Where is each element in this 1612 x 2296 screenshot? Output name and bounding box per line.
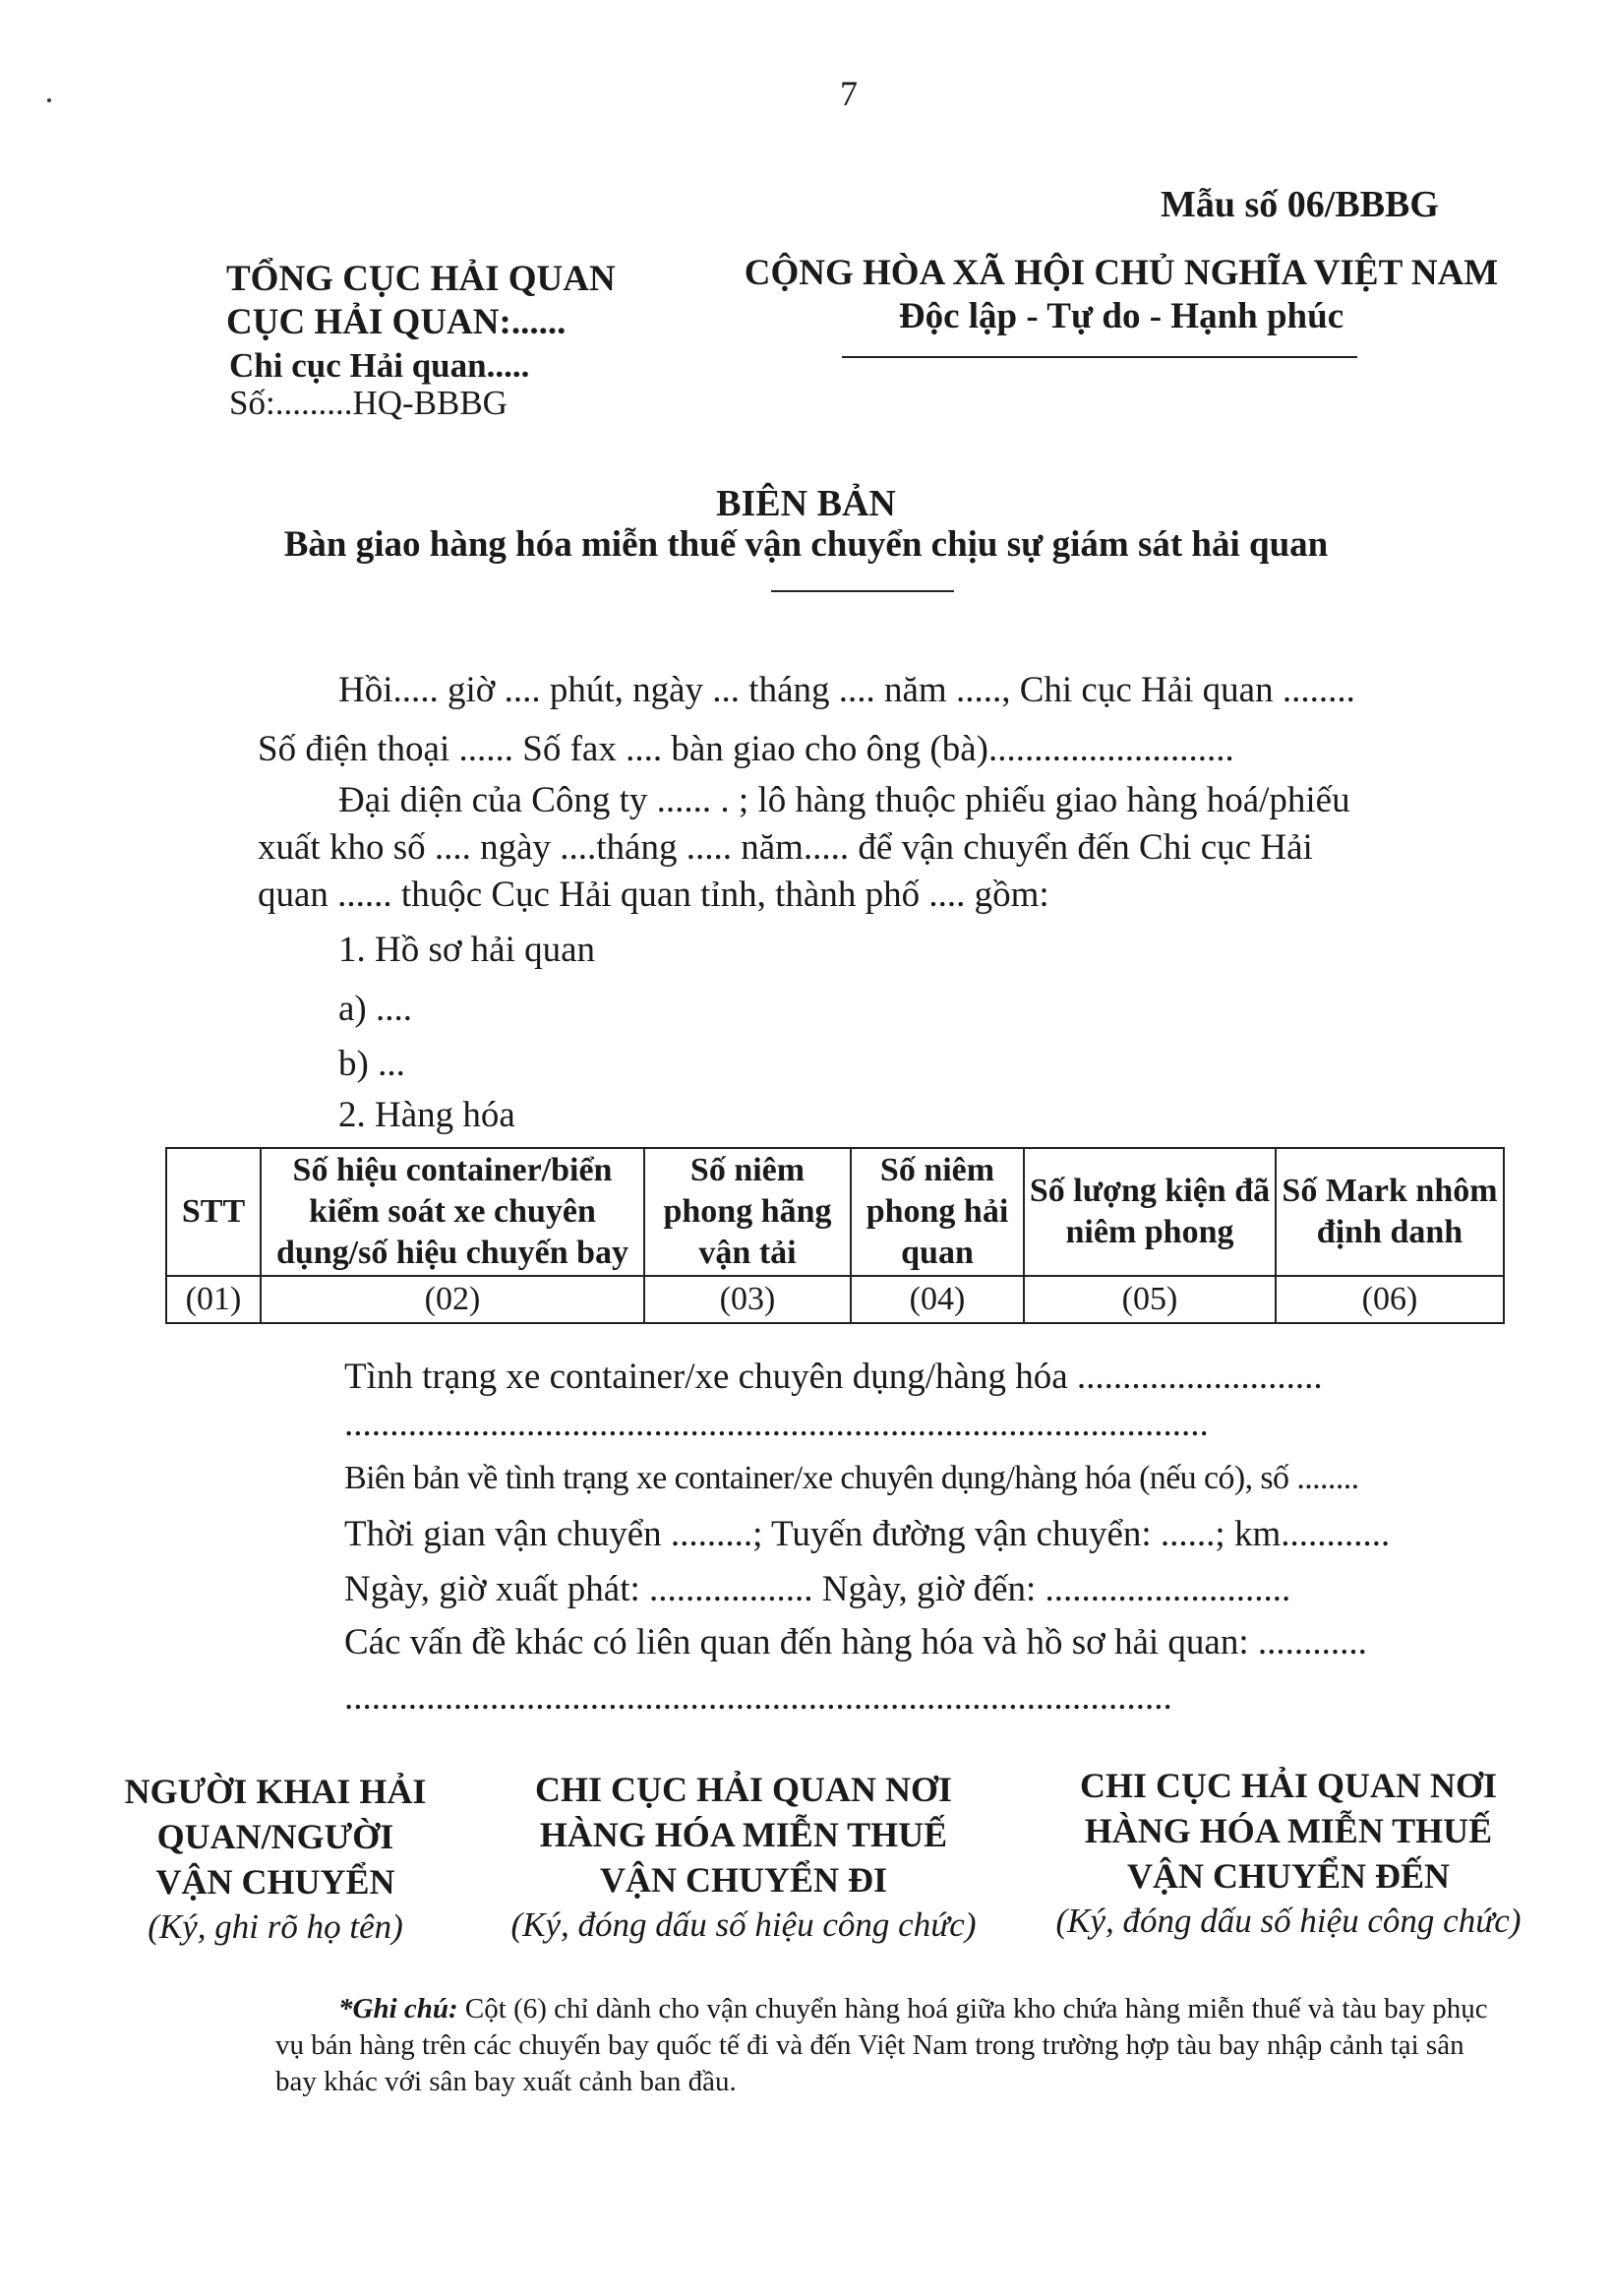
signature-instruction: (Ký, ghi rõ họ tên) <box>148 1907 403 1946</box>
signature-title: HÀNG HÓA MIỄN THUẾ <box>539 1815 948 1854</box>
header-mark-number: Số Mark nhôm định danh <box>1276 1148 1504 1276</box>
transport-time-line: Thời gian vận chuyển .........; Tuyến đường vận chuyển: ......; km............ <box>344 1514 1391 1554</box>
column-number: (01) <box>166 1276 261 1323</box>
signature-arrival-office <box>1043 1763 1534 1944</box>
condition-dots: ............................................................................................... <box>344 1404 1209 1444</box>
column-number: (06) <box>1276 1276 1504 1323</box>
column-number: (03) <box>644 1276 851 1323</box>
body-line-3: Đại diện của Công ty ...... . ; lô hàng thuộc phiếu giao hàng hoá/phiếu <box>338 780 1350 820</box>
header-stt: STT <box>166 1148 261 1276</box>
header-sealed-packages: Số lượng kiện đã niêm phong <box>1024 1148 1276 1276</box>
national-title: CỘNG HÒA XÃ HỘI CHỦ NGHĨA VIỆT NAM <box>744 253 1499 293</box>
page-number: 7 <box>840 74 858 113</box>
body-line-5: quan ...... thuộc Cục Hải quan tỉnh, thành phố .... gồm: <box>258 875 1049 915</box>
condition-line: Tình trạng xe container/xe chuyên dụng/hàng hóa ........................... <box>344 1357 1323 1397</box>
item-customs-docs: 1. Hồ sơ hải quan <box>338 930 596 970</box>
header-carrier-seal: Số niêm phong hãng vận tải <box>644 1148 851 1276</box>
item-goods: 2. Hàng hóa <box>338 1095 515 1135</box>
title-underline <box>771 590 954 592</box>
body-line-1: Hồi..... giờ .... phút, ngày ... tháng .... năm ....., Chi cục Hải quan ........ <box>338 670 1355 710</box>
other-issues-line: Các vấn đề khác có liên quan đến hàng hóa và hồ sơ hải quan: ............ <box>344 1622 1367 1662</box>
agency-line1: TỔNG CỤC HẢI QUAN <box>226 259 616 299</box>
column-number: (05) <box>1024 1276 1276 1323</box>
document-title: BIÊN BẢN <box>716 483 896 524</box>
header-customs-seal: Số niêm phong hải quan <box>851 1148 1024 1276</box>
header-container-number: Số hiệu container/biển kiểm soát xe chuyên dụng/số hiệu chuyến bay <box>261 1148 644 1276</box>
footnote <box>275 1991 1505 2100</box>
agency-line2: CỤC HẢI QUAN:...... <box>226 302 567 342</box>
footnote-label: *Ghi chú: <box>338 1993 458 2024</box>
item-a: a) .... <box>338 989 412 1029</box>
body-line-2: Số điện thoại ...... Số fax .... bàn giao cho ông (bà)........................... <box>258 729 1234 769</box>
table-header-row <box>166 1148 1504 1276</box>
column-number: (04) <box>851 1276 1024 1323</box>
document-number: Số:.........HQ-BBBG <box>229 384 507 422</box>
signature-departure-office <box>498 1767 989 1948</box>
signature-title: NGƯỜI KHAI HẢI <box>124 1772 427 1811</box>
signature-title: VẬN CHUYỂN <box>155 1862 395 1902</box>
footnote-text: Cột (6) chỉ dành cho vận chuyển hàng hoá giữa kho chứa hàng miễn thuế và tàu bay phục vụ bán hàng trên các chuyến bay quốc tế đi và đến Việt Nam trong trường hợp tàu bay nhập cảnh tại sân bay khác với sân bay xuất cảnh ban đầu. <box>275 1993 1488 2097</box>
national-motto: Độc lập - Tự do - Hạnh phúc <box>898 296 1344 336</box>
signature-title: VẬN CHUYỂN ĐI <box>599 1860 887 1900</box>
signature-instruction: (Ký, đóng dấu số hiệu công chức) <box>510 1905 977 1944</box>
signature-title: HÀNG HÓA MIỄN THUẾ <box>1084 1811 1493 1850</box>
motto-underline <box>842 356 1357 358</box>
table-row <box>166 1276 1504 1323</box>
report-line: Biên bản về tình trạng xe container/xe chuyên dụng/hàng hóa (nếu có), số ........ <box>344 1460 1359 1496</box>
departure-line: Ngày, giờ xuất phát: .................. Ngày, giờ đến: ........................... <box>344 1569 1291 1609</box>
scan-speck <box>47 98 51 102</box>
signature-instruction: (Ký, đóng dấu số hiệu công chức) <box>1055 1902 1522 1940</box>
signature-declarant <box>108 1769 443 1950</box>
item-b: b) ... <box>338 1044 405 1084</box>
agency-line3: Chi cục Hải quan..... <box>229 346 530 385</box>
column-number: (02) <box>261 1276 644 1323</box>
signature-title: CHI CỤC HẢI QUAN NƠI <box>1079 1766 1498 1805</box>
signature-title: CHI CỤC HẢI QUAN NƠI <box>534 1770 953 1809</box>
form-code: Mẫu số 06/BBBG <box>1161 184 1439 225</box>
other-issues-dots: ........................................................................................... <box>344 1677 1172 1718</box>
document-subtitle: Bàn giao hàng hóa miễn thuế vận chuyển chịu sự giám sát hải quan <box>283 524 1329 565</box>
signature-title: VẬN CHUYỂN ĐẾN <box>1126 1856 1450 1896</box>
goods-table <box>165 1147 1505 1324</box>
body-line-4: xuất kho số .... ngày ....tháng ..... năm..... để vận chuyển đến Chi cục Hải <box>258 827 1313 868</box>
signature-title: QUAN/NGƯỜI <box>156 1817 394 1856</box>
